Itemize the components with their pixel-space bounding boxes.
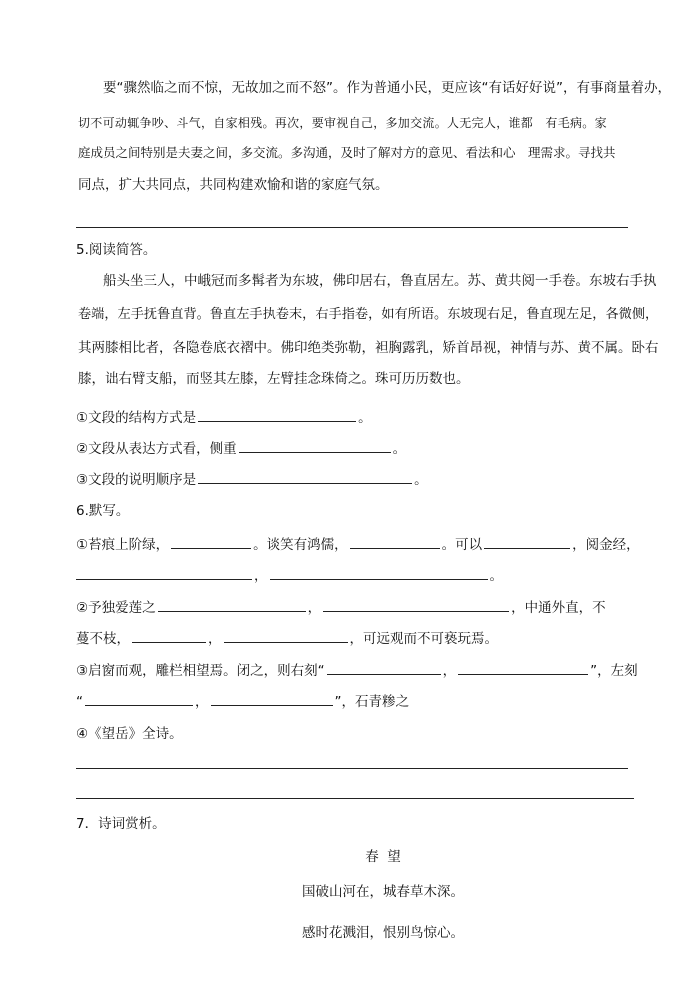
- q6-item2-text-b: ，: [307, 600, 322, 616]
- q6-item1-text-c: 。可以: [441, 537, 483, 553]
- q6-item1-text-e: ，: [254, 568, 268, 584]
- q6-item1-text-a: ①苔痕上阶绿，: [76, 537, 170, 553]
- q5-sub1-text: ①文段的结构方式是: [76, 410, 197, 426]
- q6-item2-text-d: 蔓不枝，: [76, 631, 130, 647]
- poem-title: 春 望: [365, 849, 401, 865]
- divider-rule-1: [76, 227, 628, 228]
- q6-item2-text-e: ，: [208, 631, 222, 647]
- q5-sub-question-2: [76, 439, 406, 458]
- intro-line-2: 切不可动辄争吵、斗气，自家相残。再次，要审视自己，多加交流。人无完人，谁都 有毛病。家: [78, 116, 607, 130]
- answer-rule-1[interactable]: [76, 768, 628, 769]
- q6-item3-text-f: ”，石青糁之: [334, 694, 409, 710]
- q5-title: 5.阅读简答。: [76, 242, 157, 258]
- answer-blank[interactable]: [171, 535, 251, 549]
- poem-line-1: 国破山河在，城春草木深。: [302, 884, 464, 900]
- intro-line-3: 庭成员之间特别是夫妻之间，多交流。多沟通，及时了解对方的意见、看法和心 理需求。寻找共: [78, 145, 616, 160]
- answer-blank[interactable]: [224, 629, 348, 643]
- q6-item2-text-f: ，可远观而不可亵玩焉。: [349, 631, 498, 647]
- q6-item1-text-d: ，阅金经，: [572, 537, 640, 553]
- answer-blank[interactable]: [211, 692, 333, 706]
- intro-line-4: 同点，扩大共同点，共同构建欢愉和谐的家庭气氛。: [78, 177, 389, 193]
- answer-blank[interactable]: [198, 470, 412, 484]
- answer-blank[interactable]: [458, 661, 588, 675]
- q6-item1-text-f: 。: [489, 568, 503, 584]
- q5-passage-line-1: 船头坐三人，中峨冠而多髯者为东坡，佛印居右，鲁直居左。苏、黄共阅一手卷。东坡右手执: [103, 273, 657, 289]
- answer-blank[interactable]: [484, 535, 570, 549]
- answer-blank[interactable]: [132, 629, 206, 643]
- q6-item-2-line-1: [76, 598, 606, 617]
- answer-blank[interactable]: [85, 692, 193, 706]
- poem-line-2: 感时花溅泪，恨别鸟惊心。: [302, 925, 464, 941]
- answer-blank[interactable]: [158, 598, 306, 612]
- answer-blank[interactable]: [198, 408, 356, 422]
- q5-sub-question-1: [76, 408, 372, 427]
- q6-item-3-line-2: [76, 692, 409, 711]
- q5-passage-line-3: 其两膝相比者，各隐卷底衣褶中。佛印绝类弥勒，袒胸露乳，矫首昂视，神情与苏、黄不属。卧右: [78, 340, 659, 356]
- answer-blank[interactable]: [270, 566, 488, 580]
- period: 。: [414, 472, 428, 488]
- q6-item-1-line-1: [76, 535, 640, 554]
- answer-blank[interactable]: [323, 598, 509, 612]
- q6-item1-text-b: 。谈笑有鸿儒，: [253, 537, 348, 553]
- q5-passage-line-4: 膝，诎右臂支船，而竖其左膝，左臂挂念珠倚之。珠可历历数也。: [78, 371, 470, 387]
- q6-item3-text-c: ”，左刻: [590, 663, 638, 679]
- q7-title: 7．诗词赏析。: [76, 816, 166, 832]
- q5-sub3-text: ③文段的说明顺序是: [76, 472, 197, 488]
- q6-item-3-line-1: [76, 661, 638, 680]
- q6-item3-text-a: ③启窗而观，雕栏相望焉。闭之，则右刻“: [76, 663, 325, 679]
- period: 。: [358, 410, 372, 426]
- answer-blank[interactable]: [76, 566, 252, 580]
- q6-item-1-line-2: [76, 566, 503, 585]
- answer-blank[interactable]: [350, 535, 440, 549]
- answer-blank[interactable]: [327, 661, 441, 675]
- answer-blank[interactable]: [239, 439, 391, 453]
- q6-item-4: ④《望岳》全诗。: [76, 726, 183, 742]
- q6-item2-text-a: ②予独爱莲之: [76, 600, 156, 616]
- q6-item2-text-c: ，中通外直，不: [511, 600, 606, 616]
- q6-item3-text-e: ，: [195, 694, 209, 710]
- q6-title: 6.默写。: [76, 503, 130, 519]
- intro-line-1: 要“骤然临之而不惊，无故加之而不怒”。作为普通小民，更应该“有话好好说”，有事商量着办，: [103, 80, 671, 96]
- answer-rule-2[interactable]: [76, 798, 634, 799]
- q5-sub-question-3: [76, 470, 428, 489]
- q5-sub2-text: ②文段从表达方式看，侧重: [76, 441, 237, 457]
- q6-item-2-line-2: [76, 629, 498, 648]
- q5-passage-line-2: 卷端，左手抚鲁直背。鲁直左手执卷末，右手指卷，如有所语。东坡现右足，鲁直现左足，各微侧，: [78, 307, 659, 322]
- q6-item3-text-d: “: [76, 694, 83, 710]
- q6-item3-text-b: ，: [442, 663, 457, 679]
- period: 。: [392, 441, 407, 457]
